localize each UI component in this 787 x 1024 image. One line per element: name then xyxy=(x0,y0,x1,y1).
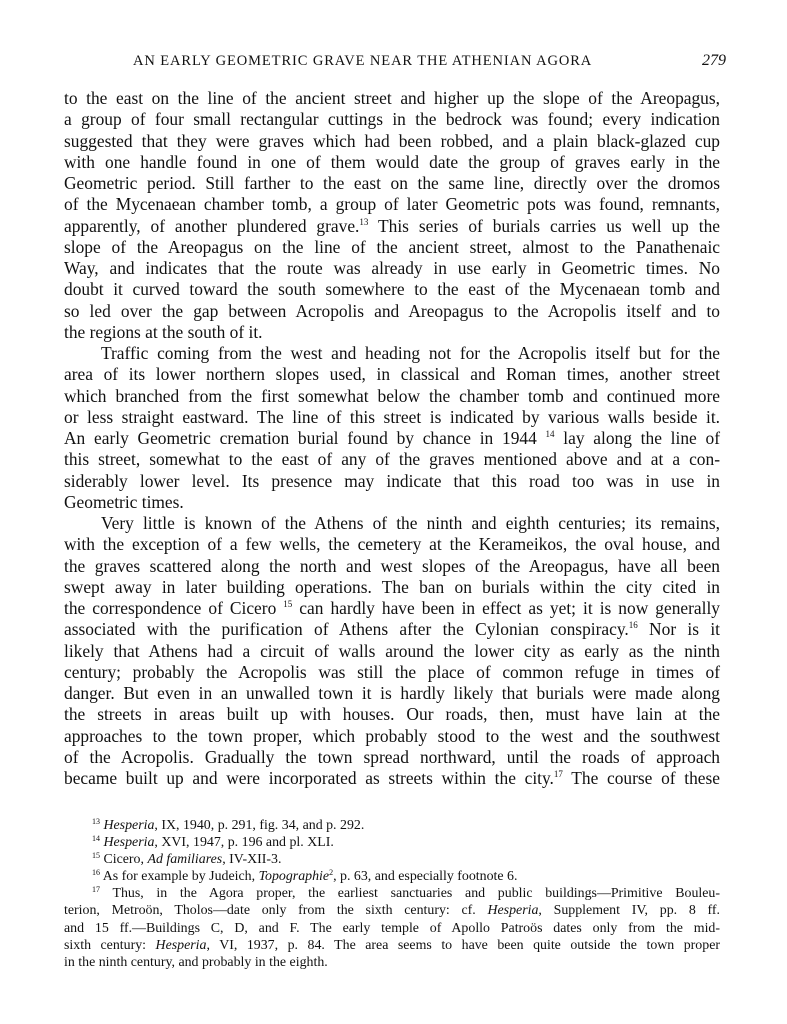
text-run: Way, and indicates that the route was already in use early in Geometric times. No xyxy=(64,258,720,278)
running-header xyxy=(0,53,787,75)
text-line xyxy=(64,492,720,513)
text-run: As for example by Judeich, xyxy=(100,869,259,885)
text-run: Cicero, xyxy=(100,852,148,868)
text-run: This series of burials carries us well up the xyxy=(368,215,721,236)
text-run: can hardly have been in effect as yet; it is now generally xyxy=(292,598,720,618)
text-line xyxy=(64,683,720,704)
italic-text: Ad familiares xyxy=(147,852,223,868)
italic-text: Hesperia xyxy=(155,937,207,953)
text-run: so led over the gap between Acropolis and Areopagus to the Acropolis itself and to xyxy=(64,300,720,321)
footnote-ref: 16 xyxy=(92,868,100,878)
text-line xyxy=(64,577,720,598)
text-run: Nor is it xyxy=(637,619,720,640)
text-run: terion, Metroön, Tholos—date only from the sixth century: cf. xyxy=(64,903,488,919)
text-run: became built up and were incorporated as streets within the city. xyxy=(64,768,554,788)
text-run: The course of these xyxy=(562,768,720,788)
text-run: , IX, 1940, p. 291, fig. 34, and p. 292. xyxy=(154,818,365,833)
footnote-ref: 17 xyxy=(553,769,563,779)
text-run: , p. 63, and especially footnote 6. xyxy=(333,869,518,885)
text-run: the graves scattered along the north and west slopes of the Areopagus, have all been xyxy=(64,555,720,576)
footnote-line xyxy=(64,937,720,954)
text-line xyxy=(64,534,720,555)
footnote-ref: 13 xyxy=(92,817,100,826)
text-run: slope of the Areopagus on the line of the ancient street, almost to the Panathenaic xyxy=(64,236,720,257)
text-run: Geometric times. xyxy=(64,491,184,512)
text-run: in the ninth century, and probably in the eighth. xyxy=(64,954,328,970)
footnotes xyxy=(64,817,720,971)
text-line xyxy=(64,322,720,343)
text-run: the streets in areas built up with houses. Our roads, then, must have lain at the xyxy=(64,704,720,725)
text-line xyxy=(64,747,720,768)
footnote-line xyxy=(64,851,720,868)
italic-text: Hesperia xyxy=(103,835,155,851)
text-run: century; probably the Acropolis was still the place of common refuge in times of xyxy=(64,661,720,682)
footnote-ref: 13 xyxy=(359,216,369,227)
text-run: Thus, in the Agora proper, the earliest sanctuaries and public buildings—Primitive Bouleu- xyxy=(100,886,720,902)
text-line xyxy=(64,109,720,130)
text-run: Geometric period. Still farther to the east on the same line, directly over the dromos xyxy=(64,173,720,193)
text-run: lay along the line of xyxy=(554,428,720,448)
text-line xyxy=(64,131,720,152)
text-line xyxy=(64,726,720,747)
text-run: siderably lower level. Its presence may indicate that this road too was in use in xyxy=(64,470,720,491)
footnote-ref: 14 xyxy=(545,429,555,439)
footnote-line xyxy=(64,834,720,851)
text-run: danger. But even in an unwalled town it is hardly likely that burials were made along xyxy=(64,683,720,703)
text-run: sixth century: xyxy=(64,937,156,953)
text-line xyxy=(64,364,720,385)
italic-text: Hesperia xyxy=(487,903,539,919)
text-line xyxy=(64,513,720,534)
italic-text: Hesperia xyxy=(103,818,155,833)
footnote-ref: 2 xyxy=(329,868,334,878)
text-run: apparently, of another plundered grave. xyxy=(64,215,360,236)
footnote-line xyxy=(64,868,720,885)
text-line xyxy=(64,194,720,215)
footnote-line xyxy=(64,954,720,971)
running-title: AN EARLY GEOMETRIC GRAVE NEAR THE ATHENIAN AGORA xyxy=(133,53,593,69)
footnote-ref: 14 xyxy=(92,834,100,844)
text-run: , VI, 1937, p. 84. The area seems to have been quite outside the town proper xyxy=(206,937,720,953)
footnote-ref: 16 xyxy=(628,620,638,631)
text-run: , IV-XII-3. xyxy=(222,852,282,868)
text-line xyxy=(64,449,720,470)
text-line xyxy=(64,428,720,449)
text-run: the regions at the south of it. xyxy=(64,321,263,342)
text-run: with one handle found in one of them would date the group of graves early in the xyxy=(64,151,720,172)
text-run: associated with the purification of Athens after the Cylonian conspiracy. xyxy=(64,619,629,640)
footnote-ref: 17 xyxy=(92,885,100,895)
text-line xyxy=(64,598,720,619)
footnote-line xyxy=(64,885,720,902)
italic-text: Topographie xyxy=(258,869,330,885)
text-run: likely that Athens had a circuit of walls around the lower city as early as the ninth xyxy=(64,640,720,661)
text-line xyxy=(64,662,720,683)
text-run: Traffic coming from the west and heading not for the Acropolis itself but for the xyxy=(101,343,720,363)
text-run: the correspondence of Cicero xyxy=(64,598,284,618)
text-line xyxy=(64,152,720,173)
footnote-ref: 15 xyxy=(92,851,100,861)
text-run: , Supplement IV, pp. 8 ff. xyxy=(538,903,720,919)
text-run: of the Acropolis. Gradually the town spread northward, until the roads of approach xyxy=(64,746,720,767)
footnote-line xyxy=(64,817,720,834)
text-run: An early Geometric cremation burial found by chance in 1944 xyxy=(64,428,546,448)
body-text xyxy=(64,88,720,789)
text-run: and 15 ff.—Buildings C, D, and F. The early temple of Apollo Patroös dates only from the mid- xyxy=(64,920,720,936)
text-run: a group of four small rectangular cuttings in the bedrock was found; every indication xyxy=(64,109,720,130)
text-line xyxy=(64,704,720,725)
text-run: swept away in later building operations. The ban on burials within the city cited in xyxy=(64,576,720,597)
footnote-line xyxy=(64,920,720,937)
text-run: which branched from the first somewhat below the chamber tomb and continued more xyxy=(64,385,720,406)
text-line xyxy=(64,556,720,577)
text-run: approaches to the town proper, which probably stood to the west and the southwest xyxy=(64,725,720,746)
text-run: suggested that they were graves which had been robbed, and a plain black-glazed cup xyxy=(64,130,720,151)
text-line xyxy=(64,216,720,237)
text-line xyxy=(64,471,720,492)
text-run: area of its lower northern slopes used, in classical and Roman times, another street xyxy=(64,364,720,385)
footnote-ref: 15 xyxy=(283,599,293,609)
text-line xyxy=(64,301,720,322)
text-line xyxy=(64,386,720,407)
text-run: , XVI, 1947, p. 196 and pl. XLI. xyxy=(154,835,334,851)
text-line xyxy=(64,343,720,364)
text-run: or less straight eastward. The line of this street is indicated by various walls beside it. xyxy=(64,406,720,427)
text-line xyxy=(64,279,720,300)
text-run: doubt it curved toward the south somewhere to the east of the Mycenaean tomb and xyxy=(64,279,720,300)
text-line xyxy=(64,619,720,640)
text-line xyxy=(64,88,720,109)
footnote-line xyxy=(64,902,720,919)
text-run: of the Mycenaean chamber tomb, a group of later Geometric pots was found, remnants, xyxy=(64,194,720,215)
text-run: Very little is known of the Athens of the ninth and eighth centuries; its remains, xyxy=(101,513,720,533)
text-line xyxy=(64,237,720,258)
text-line xyxy=(64,768,720,789)
text-line xyxy=(64,258,720,279)
text-line xyxy=(64,173,720,194)
text-run: to the east on the line of the ancient street and higher up the slope of the Areopagus, xyxy=(64,88,720,108)
text-run: this street, somewhat to the east of any of the graves mentioned above and at a con- xyxy=(64,449,720,470)
text-run: with the exception of a few wells, the cemetery at the Kerameikos, the oval house, and xyxy=(64,534,720,555)
text-line xyxy=(64,407,720,428)
page-number: 279 xyxy=(702,52,726,69)
text-line xyxy=(64,641,720,662)
